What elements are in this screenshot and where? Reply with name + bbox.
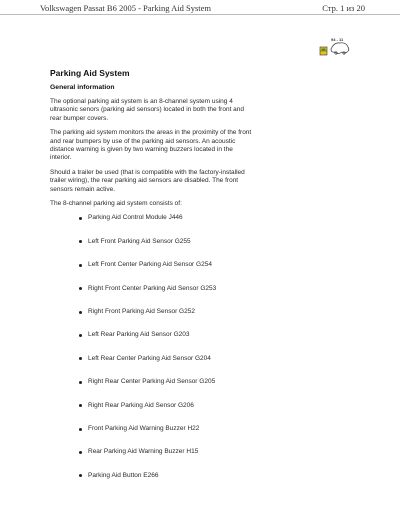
paragraph: The 8-channel parking aid system consists of: <box>50 200 182 208</box>
document-body <box>50 68 255 495</box>
paragraph: The optional parking aid system is an 8-channel system using 4 ultrasonic senors (parking aid sensors) located in both the front and rear bumper covers. <box>50 98 245 122</box>
bullet-icon <box>79 428 82 431</box>
list-item-label: Parking Aid Control Module J446 <box>88 214 183 222</box>
bullet-icon <box>79 474 82 477</box>
section-title: Parking Aid System <box>50 68 130 78</box>
list-item-label: Left Front Parking Aid Sensor G255 <box>88 237 191 245</box>
list-item <box>50 402 255 410</box>
list-item-label: Rear Parking Aid Warning Buzzer H15 <box>88 448 199 456</box>
list-item-label: Left Front Center Parking Aid Sensor G254 <box>88 261 212 269</box>
bullet-icon <box>79 240 82 243</box>
bullet-icon <box>79 287 82 290</box>
bullet-icon <box>79 311 82 314</box>
bullet-icon <box>79 217 82 220</box>
list-item <box>50 355 255 363</box>
list-item-label: Right Front Center Parking Aid Sensor G253 <box>88 284 217 292</box>
document-title: Volkswagen Passat B6 2005 - Parking Aid System <box>40 3 212 13</box>
list-item-label: Left Rear Center Parking Aid Sensor G204 <box>88 354 211 362</box>
paragraph: Should a trailer be used (that is compatible with the factory-installed trailer wiring), the rear parking aid sensors are disabled. The front sensors remain active. <box>50 168 245 193</box>
page-header <box>0 0 400 15</box>
list-item <box>50 331 255 339</box>
list-item <box>50 238 255 246</box>
bullet-icon <box>79 334 82 337</box>
list-item-label: Right Front Parking Aid Sensor G252 <box>88 308 195 316</box>
section-subtitle: General information <box>50 84 115 91</box>
list-item-label: Parking Aid Button E266 <box>88 471 159 479</box>
paragraph: The parking aid system monitors the areas in the proximity of the front and rear bumpers by use of the parking aid sensors. An acoustic distance warning is given by two warning buzzers located in the interior. <box>50 129 252 162</box>
bullet-icon <box>79 357 82 360</box>
bullet-icon <box>79 264 82 267</box>
logo-code: 94 - 11 <box>331 37 344 42</box>
list-item <box>50 261 255 269</box>
list-item <box>50 448 255 456</box>
list-item-label: Left Rear Parking Aid Sensor G203 <box>88 331 190 339</box>
list-item <box>50 308 255 316</box>
list-item <box>50 378 255 386</box>
page-number: Стр. 1 из 20 <box>322 3 365 13</box>
bullet-icon <box>79 404 82 407</box>
bullet-icon <box>79 451 82 454</box>
bullet-icon <box>79 381 82 384</box>
component-list <box>50 214 255 479</box>
list-item <box>50 214 255 222</box>
workshop-manual-logo-icon <box>318 37 354 59</box>
list-item <box>50 285 255 293</box>
list-item <box>50 472 255 480</box>
list-item-label: Right Rear Center Parking Aid Sensor G205 <box>88 378 216 386</box>
list-item <box>50 425 255 433</box>
list-item-label: Front Parking Aid Warning Buzzer H22 <box>88 424 200 432</box>
list-item-label: Right Rear Parking Aid Sensor G206 <box>88 401 194 409</box>
